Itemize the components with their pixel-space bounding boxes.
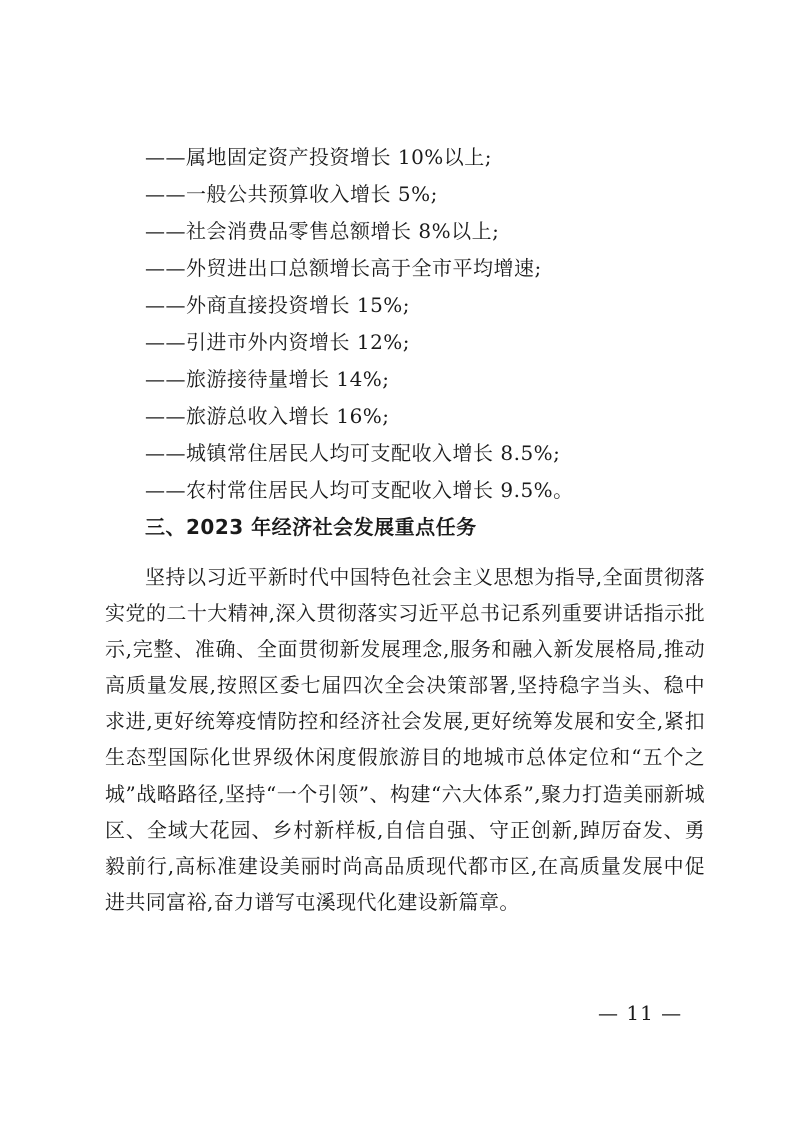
target-item: ——外商直接投资增长 15%; xyxy=(145,293,411,317)
section-heading: 三、2023 年经济社会发展重点任务 xyxy=(145,515,477,539)
target-item: ——旅游接待量增长 14%; xyxy=(145,367,390,391)
target-item: ——农村常住居民人均可支配收入增长 9.5%。 xyxy=(145,478,574,502)
target-item: ——引进市外内资增长 12%; xyxy=(145,330,411,354)
target-item: ——旅游总收入增长 16%; xyxy=(145,404,390,428)
target-item: ——社会消费品零售总额增长 8%以上; xyxy=(145,219,500,243)
page-number: — 11 — xyxy=(598,1001,683,1025)
body-paragraph: 坚持以习近平新时代中国特色社会主义思想为指导,全面贯彻落实党的二十大精神,深入贯彻落实习近平总书记系列重要讲话指示批示,完整、准确、全面贯彻新发展理念,服务和融入新发展格局,推动高质量发展,按照区委七届四次全会决策部署,坚持稳字当头、稳中求进,更好统筹疫情防控和经济社会发展,更好统筹发展和安全,紧扣生态型国际化世界级休闲度假旅游目的地城市总体定位和“五个之城”战略路径,坚持“一个引领”、构建“六大体系”,聚力打造美丽新城区、全域大花园、乡村新样板,自信自强、守正创新,踔厉奋发、勇毅前行,高标准建设美丽时尚高品质现代都市区,在高质量发展中促进共同富裕,奋力谱写屯溪现代化建设新篇章。 xyxy=(105,565,705,914)
target-item: ——外贸进出口总额增长高于全市平均增速; xyxy=(145,256,542,280)
target-item: ——一般公共预算收入增长 5%; xyxy=(145,182,438,206)
targets-list xyxy=(145,139,710,546)
target-item: ——城镇常住居民人均可支配收入增长 8.5%; xyxy=(145,441,561,465)
target-item: ——属地固定资产投资增长 10%以上; xyxy=(145,145,493,169)
